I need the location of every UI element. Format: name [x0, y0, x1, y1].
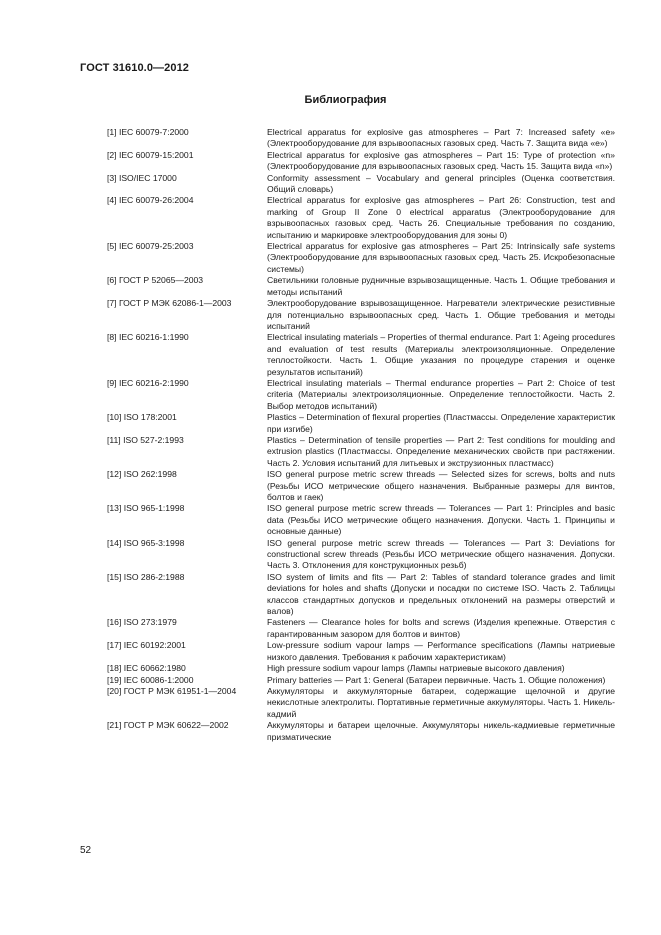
- bibliography-entry: [107, 435, 615, 469]
- entry-title: Electrical insulating materials – Properties of thermal endurance. Part 1: Ageing procedures and evaluation of test results (Материалы электроизоляционные. Определение теплостойкости. Часть 1. Общие указания по процедуре старения и оценке результатов испытаний): [267, 332, 615, 377]
- bibliography-entry: [107, 469, 615, 503]
- entry-reference: [14] ISO 965-3:1998: [107, 537, 185, 548]
- bibliography-entry: [107, 720, 615, 743]
- entry-reference: [8] IEC 60216-1:1990: [107, 332, 189, 343]
- entry-title: Low-pressure sodium vapour lamps — Performance specifications (Лампы натриевые низкого давления. Требования к рабочим характеристикам): [267, 640, 615, 662]
- entry-reference: [21] ГОСТ Р МЭК 60622—2002: [107, 720, 229, 731]
- entry-title: Аккумуляторы и аккумуляторные батареи, содержащие щелочной и другие некислотные электролиты. Портативные герметичные аккумуляторы. Часть 1. Никель-кадмий: [267, 685, 615, 719]
- entry-title: ISO system of limits and fits — Part 2: Tables of standard tolerance grades and limit deviations for holes and shafts (Допуски и посадки по системе ISO. Часть 2. Таблицы классов стандартных допусков и предельных отклонений на размеры отверстий и валов): [267, 571, 615, 617]
- entry-title: Plastics – Determination of tensile properties — Part 2: Test conditions for moulding and extrusion plastics (Пластмассы. Определение механических свойств при растяжении. Часть 2. Условия испытаний для литьевых и экструзионных пластмасс): [267, 434, 615, 468]
- bibliography-entry: [107, 675, 615, 686]
- entry-title: ISO general purpose metric screw threads — Tolerances — Part 1: Principles and basic data (Резьбы ИСО метрические общего назначения. Допуски. Часть 1. Принципы и основные данные): [267, 503, 615, 537]
- entry-title: Электрооборудование взрывозащищенное. Нагреватели электрические резистивные для потенциально взрывоопасных сред. Часть 1. Общие требования и методы испытаний: [267, 298, 615, 331]
- bibliography-entry: [107, 412, 615, 435]
- entry-reference: [7] ГОСТ Р МЭК 62086-1—2003: [107, 298, 232, 309]
- entry-title: Primary batteries — Part 1: General (Батареи первичные. Часть 1. Общие положения): [267, 674, 606, 685]
- entry-reference: [1] IEC 60079-7:2000: [107, 127, 189, 137]
- entry-reference: [17] IEC 60192:2001: [107, 640, 186, 651]
- entry-title: Electrical apparatus for explosive gas atmospheres – Part 25: Intrinsically safe systems (Электрооборудование для взрывоопасных газовых сред. Часть 25. Искробезопасные системы): [267, 241, 615, 274]
- entry-reference: [6] ГОСТ Р 52065—2003: [107, 275, 204, 286]
- bibliography-entry: [107, 617, 615, 640]
- bibliography-entry: [107, 241, 615, 275]
- entry-reference: [15] ISO 286-2:1988: [107, 571, 185, 582]
- entry-reference: [9] IEC 60216-2:1990: [107, 377, 189, 388]
- entry-title: Electrical apparatus for explosive gas atmospheres – Part 15: Type of protection «n» (Электрооборудование для взрывоопасных газовых сред. Часть 15. Защита вида «n»): [267, 149, 615, 172]
- bibliography-list: [107, 127, 615, 743]
- entry-title: Electrical apparatus for explosive gas atmospheres – Part 7: Increased safety «e» (Электрооборудование для взрывоопасных газовых сред. Часть 7. Защита вида «e»): [267, 127, 615, 149]
- entry-reference: [3] ISO/IEC 17000: [107, 172, 177, 183]
- bibliography-entry: [107, 572, 615, 618]
- entry-reference: [19] IEC 60086-1:2000: [107, 674, 194, 685]
- entry-reference: [12] ISO 262:1998: [107, 469, 177, 480]
- entry-title: High pressure sodium vapour lamps (Лампы натриевые высокого давления): [267, 663, 565, 674]
- bibliography-entry: [107, 195, 615, 241]
- bibliography-entry: [107, 663, 615, 674]
- bibliography-entry: [107, 127, 615, 150]
- bibliography-entry: [107, 503, 615, 537]
- entry-reference: [4] IEC 60079-26:2004: [107, 195, 194, 206]
- entry-reference: [16] ISO 273:1979: [107, 617, 177, 628]
- entry-title: Plastics – Determination of flexural properties (Пластмассы. Определение характеристик при изгибе): [267, 412, 615, 434]
- entry-title: ISO general purpose metric screw threads — Tolerances — Part 3: Deviations for constructional screw threads (Резьбы ИСО метрические общего назначения. Допуски. Часть 3. Отклонения для конструкционных резьб): [267, 537, 615, 571]
- bibliography-entry: [107, 275, 615, 298]
- entry-title: Electrical insulating materials – Thermal endurance properties – Part 2: Choice of test criteria (Материалы электроизоляционные. Определение теплостойкости. Часть 2. Выбор методов испытаний): [267, 377, 615, 411]
- bibliography-entry: [107, 150, 615, 173]
- bibliography-entry: [107, 173, 615, 196]
- entry-title: Светильники головные рудничные взрывозащищенные. Часть 1. Общие требования и методы испытаний: [267, 275, 615, 297]
- bibliography-entry: [107, 686, 615, 720]
- bibliography-entry: [107, 298, 615, 332]
- entry-reference: [5] IEC 60079-25:2003: [107, 241, 194, 252]
- entry-reference: [10] ISO 178:2001: [107, 412, 177, 423]
- entry-reference: [11] ISO 527-2:1993: [107, 434, 184, 445]
- entry-reference: [18] IEC 60662:1980: [107, 663, 186, 674]
- entry-reference: [20] ГОСТ Р МЭК 61951-1—2004: [107, 685, 237, 696]
- bibliography-entry: [107, 538, 615, 572]
- document-code: ГОСТ 31610.0—2012: [80, 62, 190, 74]
- entry-title: Fasteners — Clearance holes for bolts and screws (Изделия крепежные. Отверстия с гарантированным зазором для болтов и винтов): [267, 617, 615, 639]
- entry-title: Аккумуляторы и батареи щелочные. Аккумуляторы никель-кадмиевые герметичные призматические: [267, 720, 615, 742]
- bibliography-entry: [107, 640, 615, 663]
- entry-reference: [2] IEC 60079-15:2001: [107, 149, 194, 160]
- entry-title: Electrical apparatus for explosive gas atmospheres – Part 26: Construction, test and marking of Group II Zone 0 electrical apparatus (Электрооборудование для взрывоопасных газовых сред. Часть 26. Специальные требования по созданию, испытанию и маркировке электрооборудования для зоны 0): [267, 195, 615, 240]
- section-title: Библиография: [304, 94, 387, 106]
- page-number: 52: [80, 845, 92, 856]
- bibliography-entry: [107, 378, 615, 412]
- entry-title: Conformity assessment – Vocabulary and general principles (Оценка соответствия. Общий словарь): [267, 172, 615, 195]
- entry-title: ISO general purpose metric screw threads — Selected sizes for screws, bolts and nuts (Резьбы ИСО метрические общего назначения. Выбранные размеры для винтов, болтов и гаек): [267, 469, 615, 502]
- entry-reference: [13] ISO 965-1:1998: [107, 503, 185, 514]
- bibliography-entry: [107, 332, 615, 378]
